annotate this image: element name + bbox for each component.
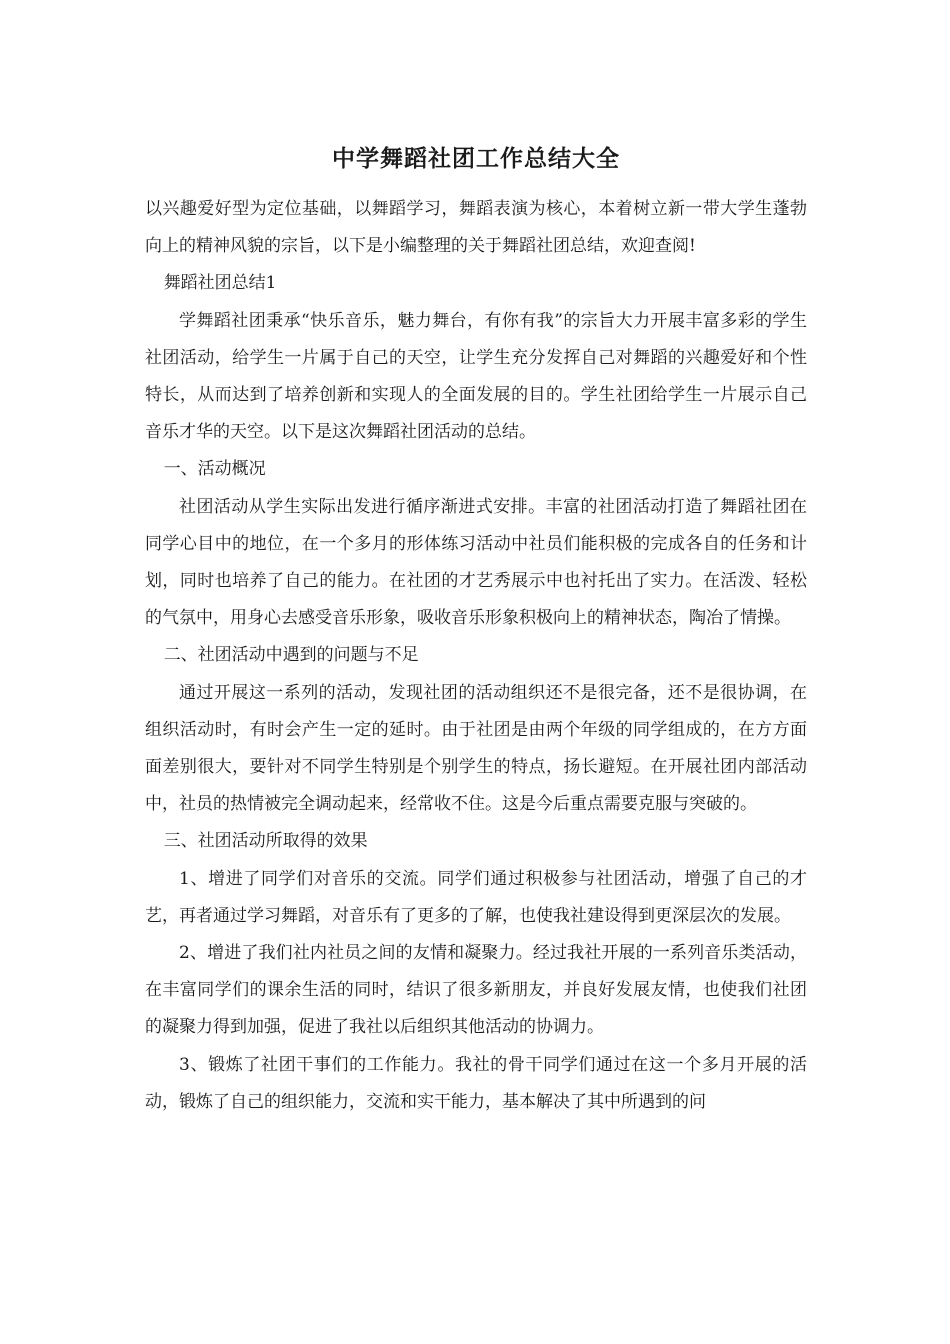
body-paragraph: 社团活动从学生实际出发进行循序渐进式安排。丰富的社团活动打造了舞蹈社团在同学心目中的地位，在一个多月的形体练习活动中社员们能积极的完成各自的任务和计划，同时也培养了自己的能力。在社团的才艺秀展示中也衬托出了实力。在活泼、轻松的气氛中，用身心去感受音乐形象，吸收音乐形象积极向上的精神状态，陶冶了情操。 [145,496,807,629]
body-paragraph: 通过开展这一系列的活动，发现社团的活动组织还不是很完备，还不是很协调，在组织活动时，有时会产生一定的延时。由于社团是由两个年级的同学组成的，在方方面面差别很大，要针对不同学生特别是个别学生的特点，扬长避短。在开展社团内部活动中，社员的热情被完全调动起来，经常收不住。这是今后重点需要克服与突破的。 [145,682,807,815]
document-page [145,0,807,1344]
section-heading: 舞蹈社团总结1 [163,273,277,294]
document-body [145,191,807,1121]
section-heading: 一、活动概况 [163,459,266,480]
section-heading: 三、社团活动所取得的效果 [163,831,368,852]
body-paragraph: 3、锻炼了社团干事们的工作能力。我社的骨干同学们通过在这一个多月开展的活动，锻炼了自己的组织能力，交流和实干能力，基本解决了其中所遇到的问 [145,1054,807,1112]
body-paragraph: 2、增进了我们社内社员之间的友情和凝聚力。经过我社开展的一系列音乐类活动，在丰富同学们的课余生活的同时，结识了很多新朋友，并良好发展友情，也使我们社团的凝聚力得到加强，促进了我社以后组织其他活动的协调力。 [145,943,807,1038]
body-paragraph: 1、增进了同学们对音乐的交流。同学们通过积极参与社团活动，增强了自己的才艺，再者通过学习舞蹈，对音乐有了更多的了解，也使我社建设得到更深层次的发展。 [145,868,807,926]
section-heading: 二、社团活动中遇到的问题与不足 [163,645,419,666]
document-title: 中学舞蹈社团工作总结大全 [332,145,620,172]
intro-paragraph: 以兴趣爱好型为定位基础，以舞蹈学习，舞蹈表演为核心，本着树立新一带大学生蓬勃向上的精神风貌的宗旨，以下是小编整理的关于舞蹈社团总结，欢迎查阅! [145,199,807,257]
body-paragraph: 学舞蹈社团秉承“快乐音乐，魅力舞台，有你有我”的宗旨大力开展丰富多彩的学生社团活动，给学生一片属于自己的天空，让学生充分发挥自己对舞蹈的兴趣爱好和个性特长，从而达到了培养创新和实现人的全面发展的目的。学生社团给学生一片展示自己音乐才华的天空。以下是这次舞蹈社团活动的总结。 [145,310,807,443]
